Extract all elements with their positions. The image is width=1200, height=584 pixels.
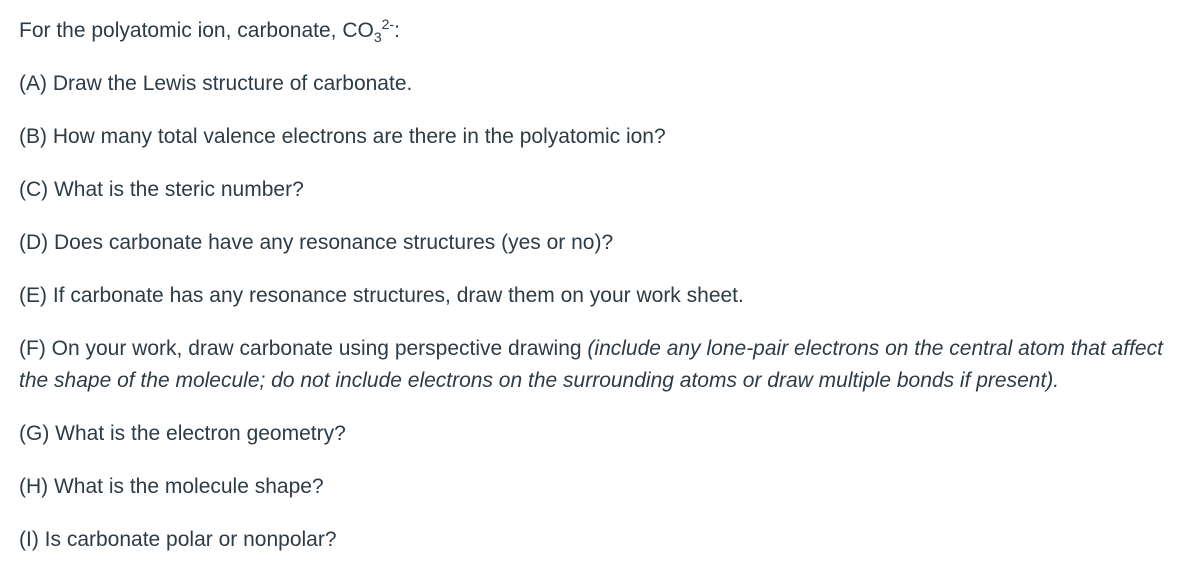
question-f-plain: (F) On your work, draw carbonate using perspective drawing [19, 337, 588, 360]
question-f [19, 333, 1194, 397]
question-b: (B) How many total valence electrons are there in the polyatomic ion? [19, 125, 666, 148]
question-c: (C) What is the steric number? [19, 178, 304, 201]
intro-line [19, 15, 1194, 47]
question-i: (I) Is carbonate polar or nonpolar? [19, 528, 337, 551]
formula-subscript: 3 [373, 29, 382, 45]
question-f-italic-note: (include any lone-pair electrons on the central atom that affect the shape of the molecule; do not include electrons on the surrounding atoms or draw multiple bonds if present). [19, 337, 1163, 392]
intro-suffix: : [394, 19, 400, 42]
formula-charge-superscript: 2- [381, 16, 395, 32]
question-g: (G) What is the electron geometry? [19, 422, 346, 445]
question-d: (D) Does carbonate have any resonance structures (yes or no)? [19, 231, 614, 254]
intro-prefix: For the polyatomic ion, carbonate, CO [19, 19, 374, 42]
question-e: (E) If carbonate has any resonance structures, draw them on your work sheet. [19, 284, 744, 307]
question-a: (A) Draw the Lewis structure of carbonate. [19, 72, 413, 95]
question-h: (H) What is the molecule shape? [19, 475, 324, 498]
question-document [19, 15, 1194, 577]
